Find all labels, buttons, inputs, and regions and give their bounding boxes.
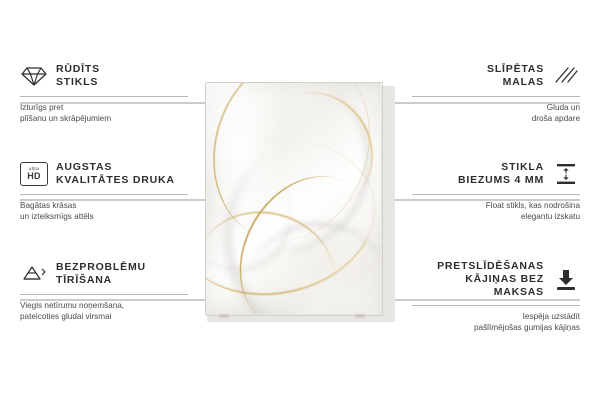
feature-title-line2: KĀJIŅAS BEZ MAKSAS xyxy=(465,273,544,298)
feature-title-line1: BEZPROBLĒMU xyxy=(56,261,146,273)
feature-title-line2: STIKLS xyxy=(56,76,99,88)
feature-desc-line1: Izturīgs pret xyxy=(20,103,64,112)
thickness-arrows-icon xyxy=(552,160,580,188)
feature-glass-thickness xyxy=(412,160,580,222)
feature-header xyxy=(412,160,580,188)
feature-polished-edges xyxy=(412,62,580,124)
feature-divider xyxy=(20,194,188,195)
feature-header xyxy=(412,260,580,299)
feature-desc-line2: plīšanu un skrāpējumiem xyxy=(20,114,112,123)
feature-anti-slip-feet xyxy=(412,260,580,333)
feature-desc-line1: Float stikls, kas nodrošina xyxy=(485,201,580,210)
feature-title-line2: BIEZUMS 4 MM xyxy=(457,174,544,186)
polished-edge-icon xyxy=(552,62,580,90)
feature-title-line1: AUGSTAS xyxy=(56,161,113,173)
feature-desc-line2: pateicoties gludai virsmai xyxy=(20,312,112,321)
badge-top-label: ultra xyxy=(28,166,40,172)
feature-header xyxy=(412,62,580,90)
feature-title-line2: MALAS xyxy=(502,76,544,88)
feature-header xyxy=(20,160,188,188)
feature-title-line1: STIKLA xyxy=(501,161,544,173)
feature-tempered-glass xyxy=(20,62,188,124)
product-image xyxy=(205,82,395,322)
feature-desc-line1: Gluda un xyxy=(546,103,580,112)
feature-divider xyxy=(412,194,580,195)
feature-divider xyxy=(20,96,188,97)
feature-title-line1: PRETSLĪDĒŠANAS xyxy=(437,260,544,272)
feature-desc-line1: Viegls netīrumu noņemšana, xyxy=(20,301,125,310)
glass-edge-outline xyxy=(205,82,383,316)
feature-title-line2: KVALITĀTES DRUKA xyxy=(56,174,175,186)
feature-high-quality-print xyxy=(20,160,188,222)
feature-divider xyxy=(20,294,188,295)
feature-desc-line1: Iespēja uzstādīt xyxy=(522,312,580,321)
anti-slip-foot-left xyxy=(219,314,229,318)
ultra-hd-badge-icon xyxy=(20,160,48,188)
feature-header xyxy=(20,260,188,288)
feature-desc-line2: un izteiksmīgs attēls xyxy=(20,212,94,221)
anti-slip-foot-icon xyxy=(552,266,580,294)
diamond-icon xyxy=(20,62,48,90)
feature-divider xyxy=(412,305,580,306)
feature-divider xyxy=(412,96,580,97)
feature-desc-line1: Bagātas krāsas xyxy=(20,201,77,210)
sponge-wipe-icon xyxy=(20,260,48,288)
feature-desc-line2: elegantu izskatu xyxy=(520,212,580,221)
badge-bottom-label: HD xyxy=(27,170,41,181)
feature-easy-cleaning xyxy=(20,260,188,322)
feature-title-line1: SLĪPĒTAS xyxy=(487,63,544,75)
feature-header xyxy=(20,62,188,90)
feature-title-line1: RŪDĪTS xyxy=(56,63,100,75)
anti-slip-foot-right xyxy=(355,314,365,318)
feature-title-line2: TĪRĪŠANA xyxy=(56,274,112,286)
feature-desc-line2: droša apdare xyxy=(531,114,580,123)
feature-desc-line2: pašlīmējošas gumijas kājiņas xyxy=(473,323,580,332)
